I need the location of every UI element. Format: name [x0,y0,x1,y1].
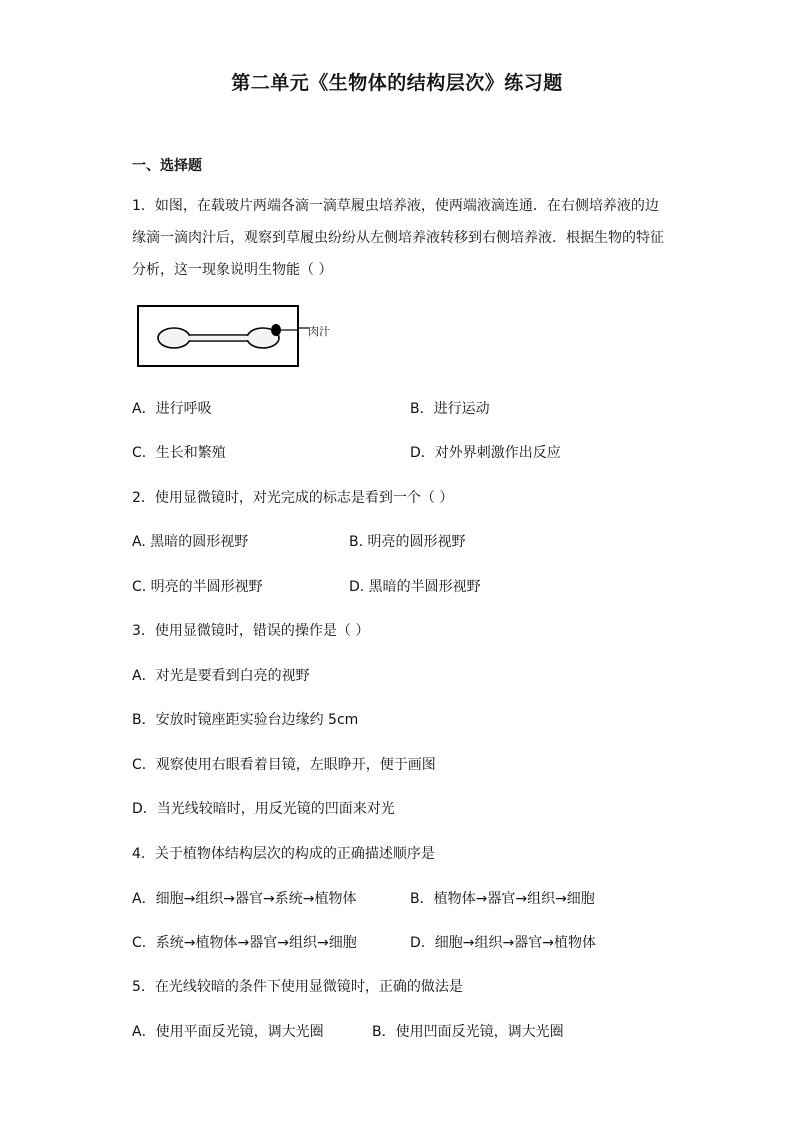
q2-option-b: B. 明亮的圆形视野 [349,534,466,550]
page-title: 第二单元《生物体的结构层次》练习题 [231,72,563,94]
q1-stem-line-2: 缘滴一滴肉汁后，观察到草履虫纷纷从左侧培养液转移到右侧培养液．根据生物的特征 [132,230,664,246]
q3-option-d: D．当光线较暗时，用反光镜的凹面来对光 [132,801,395,817]
meat-juice-drop [271,324,281,336]
q2-option-c: C. 明亮的半圆形视野 [132,579,263,595]
q4-option-b: B．植物体→器官→组织→细胞 [410,891,595,907]
q2-stem: 2．使用显微镜时，对光完成的标志是看到一个（ ） [132,490,454,506]
q5-option-a: A．使用平面反光镜，调大光圈 [132,1024,324,1040]
slide-drawing [139,307,297,365]
q4-option-a: A．细胞→组织→器官→系统→植物体 [132,891,357,907]
left-droplet [158,328,190,348]
q4-option-c: C．系统→植物体→器官→组织→细胞 [132,935,357,951]
q3-option-c: C．观察使用右眼看着目镜，左眼睁开，便于画图 [132,757,436,773]
q1-stem-line-3: 分析，这一现象说明生物能（ ） [132,262,333,278]
q3-option-b: B．安放时镜座距实验台边缘约 5cm [132,712,359,728]
q2-option-d: D. 黑暗的半圆形视野 [349,579,481,595]
q1-option-a: A．进行呼吸 [132,401,212,417]
q4-option-d: D．细胞→组织→器官→植物体 [410,935,596,951]
q2-option-a: A. 黑暗的圆形视野 [132,534,249,550]
section-heading: 一、选择题 [132,158,202,174]
q3-stem: 3．使用显微镜时，错误的操作是（ ） [132,623,370,639]
figure-label-meat-juice: 肉汁 [308,325,330,338]
q5-option-b: B．使用凹面反光镜，调大光圈 [372,1024,564,1040]
q1-option-c: C．生长和繁殖 [132,445,226,461]
q1-option-b: B．进行运动 [410,401,490,417]
q3-option-a: A．对光是要看到白亮的视野 [132,668,310,684]
slide-diagram [137,305,299,367]
channel-fill [189,336,248,340]
q1-option-d: D．对外界刺激作出反应 [410,445,561,461]
q4-stem: 4．关于植物体结构层次的构成的正确描述顺序是 [132,846,435,862]
q5-stem: 5．在光线较暗的条件下使用显微镜时，正确的做法是 [132,979,463,995]
q1-stem-line-1: 1．如图，在载玻片两端各滴一滴草履虫培养液，使两端液滴连通．在右侧培养液的边 [132,198,659,214]
